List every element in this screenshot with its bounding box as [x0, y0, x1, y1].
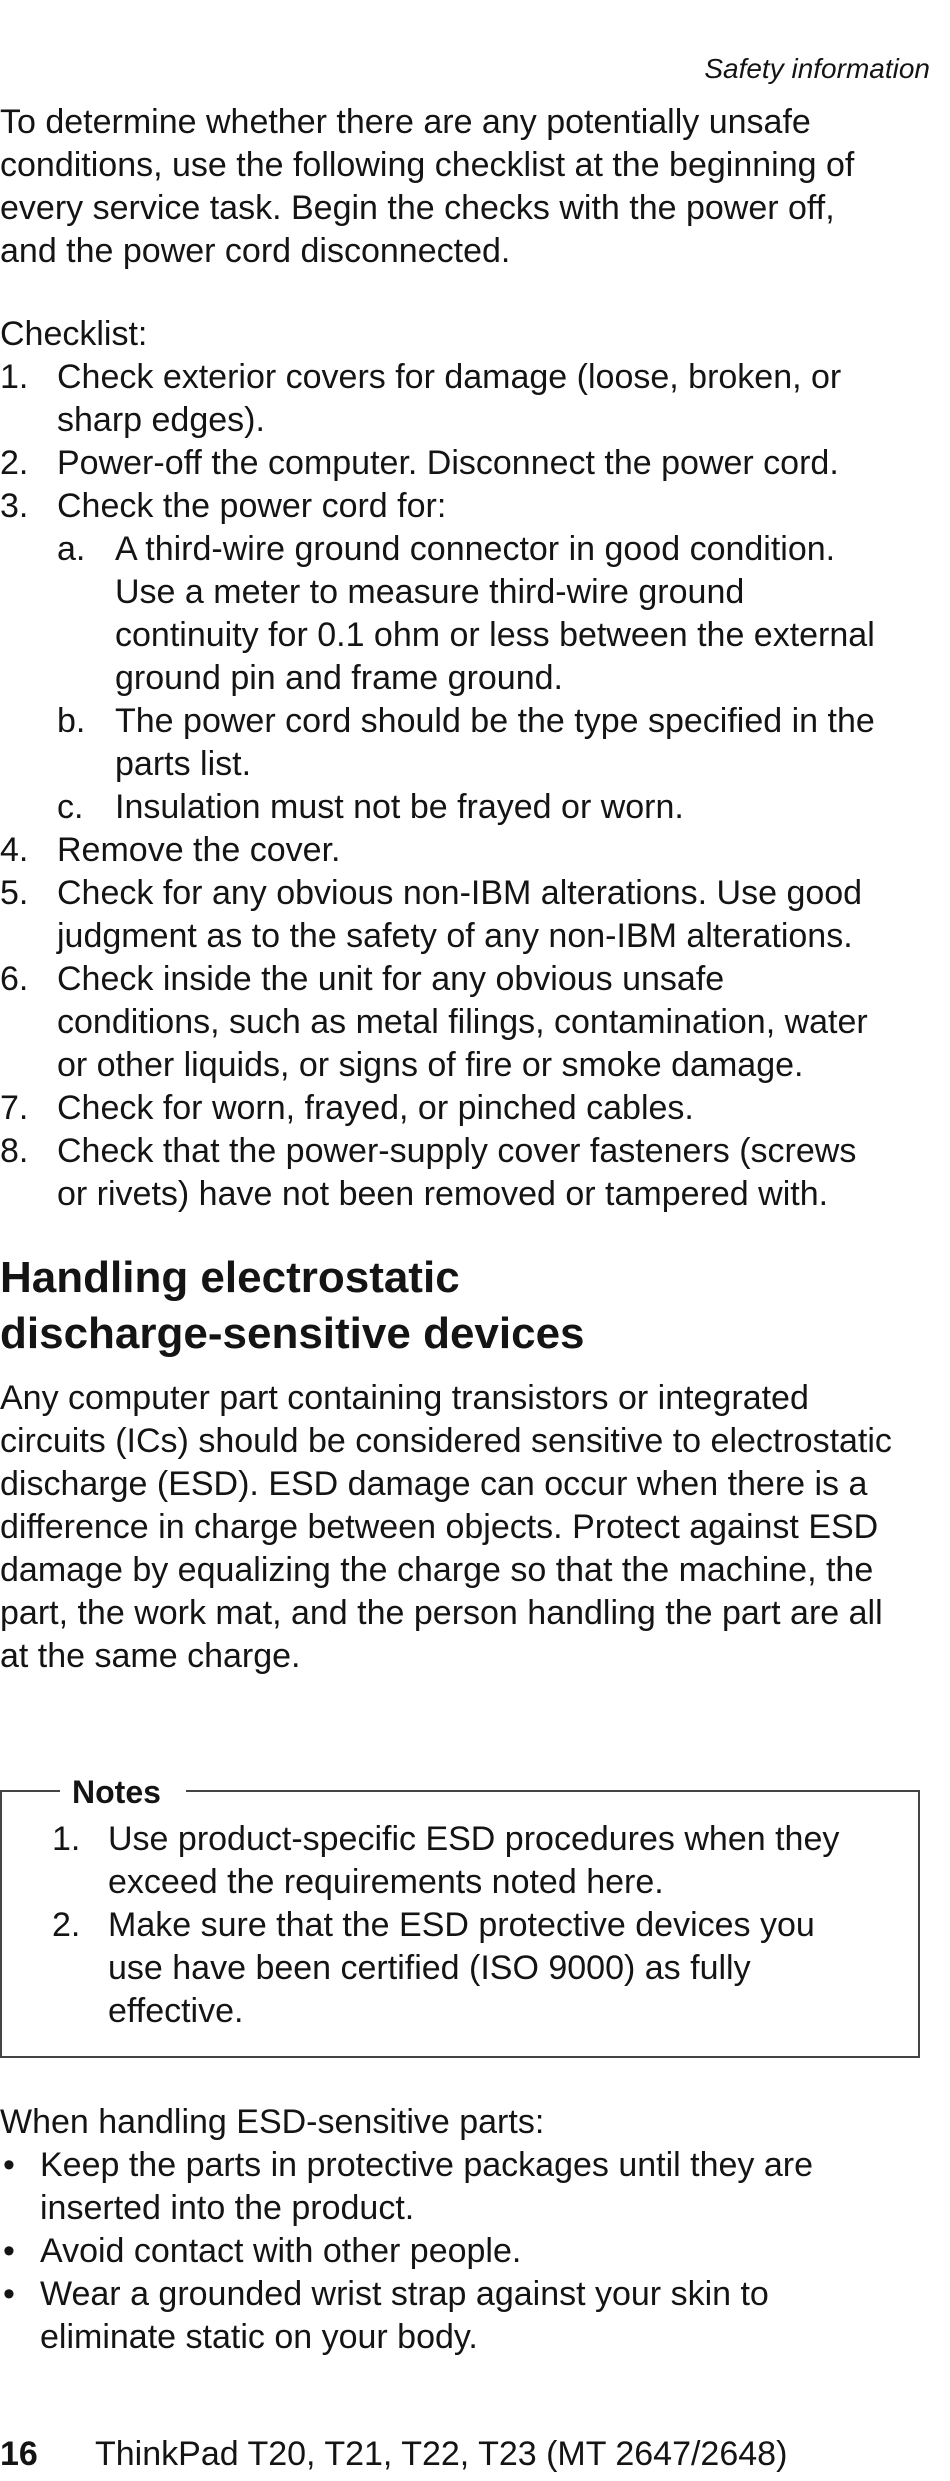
- section-line: difference in charge between objects. Protect against ESD: [0, 1508, 879, 1546]
- bullet-line: eliminate static on your body.: [40, 2318, 478, 2356]
- checklist-item-line: conditions, such as metal filings, contamination, water: [57, 1003, 868, 1041]
- intro-line: To determine whether there are any potentially unsafe: [0, 103, 811, 141]
- note-line: exceed the requirements noted here.: [108, 1863, 664, 1901]
- checklist-item-line: Insulation must not be frayed or worn.: [115, 788, 684, 826]
- checklist-number: 6.: [0, 960, 29, 998]
- footer-title: ThinkPad T20, T21, T22, T23 (MT 2647/2648): [95, 2435, 788, 2473]
- note-number: 2.: [52, 1906, 81, 1944]
- checklist-item-line: judgment as to the safety of any non-IBM alterations.: [57, 917, 853, 955]
- checklist-item-line: A third-wire ground connector in good condition.: [115, 530, 836, 568]
- section-heading: discharge-sensitive devices: [0, 1309, 585, 1358]
- checklist-item-line: Check that the power-supply cover fasteners (screws: [57, 1132, 857, 1170]
- checklist-number: 2.: [0, 444, 29, 482]
- handling-label: When handling ESD-sensitive parts:: [0, 2103, 545, 2141]
- checklist-item-line: parts list.: [115, 745, 252, 783]
- intro-line: conditions, use the following checklist at the beginning of: [0, 146, 855, 184]
- section-heading: Handling electrostatic: [0, 1253, 460, 1302]
- bullet-line: inserted into the product.: [40, 2189, 415, 2227]
- checklist-subletter: c.: [57, 788, 84, 826]
- section-line: discharge (ESD). ESD damage can occur when there is a: [0, 1465, 868, 1503]
- section-line: part, the work mat, and the person handling the part are all: [0, 1594, 883, 1632]
- section-line: damage by equalizing the charge so that the machine, the: [0, 1551, 874, 1589]
- note-line: Use product-specific ESD procedures when they: [108, 1820, 840, 1858]
- checklist-number: 3.: [0, 487, 29, 525]
- note-number: 1.: [52, 1820, 81, 1858]
- section-line: Any computer part containing transistors or integrated: [0, 1379, 809, 1417]
- checklist-subletter: a.: [57, 530, 86, 568]
- checklist-item-line: Power-off the computer. Disconnect the power cord.: [57, 444, 839, 482]
- checklist-item-line: ground pin and frame ground.: [115, 659, 563, 697]
- note-line: use have been certified (ISO 9000) as fully: [108, 1949, 751, 1987]
- bullet-line: Wear a grounded wrist strap against your skin to: [40, 2275, 769, 2313]
- notes-title: Notes: [72, 1774, 161, 1810]
- checklist-item-line: Check for worn, frayed, or pinched cables.: [57, 1089, 694, 1127]
- checklist-item-line: Use a meter to measure third-wire ground: [115, 573, 745, 611]
- checklist-item-line: Check inside the unit for any obvious unsafe: [57, 960, 725, 998]
- intro-line: and the power cord disconnected.: [0, 232, 511, 270]
- checklist-item-line: Remove the cover.: [57, 831, 341, 869]
- checklist-number: 5.: [0, 874, 29, 912]
- checklist-item-line: sharp edges).: [57, 401, 265, 439]
- bullet-icon: •: [3, 2232, 15, 2270]
- notes-top-rule: [0, 1790, 60, 1792]
- intro-line: every service task. Begin the checks with the power off,: [0, 189, 835, 227]
- note-line: effective.: [108, 1992, 244, 2030]
- checklist-item-line: Check exterior covers for damage (loose, broken, or: [57, 358, 842, 396]
- bullet-line: Keep the parts in protective packages until they are: [40, 2146, 814, 2184]
- checklist-item-line: or rivets) have not been removed or tampered with.: [57, 1175, 829, 1213]
- checklist-number: 8.: [0, 1132, 29, 1170]
- checklist-number: 1.: [0, 358, 29, 396]
- bullet-icon: •: [3, 2146, 15, 2184]
- checklist-subletter: b.: [57, 702, 86, 740]
- note-line: Make sure that the ESD protective devices you: [108, 1906, 815, 1944]
- checklist-number: 4.: [0, 831, 29, 869]
- checklist-item-line: Check for any obvious non-IBM alterations. Use good: [57, 874, 863, 912]
- checklist-item-line: The power cord should be the type specified in the: [115, 702, 875, 740]
- section-line: at the same charge.: [0, 1637, 301, 1675]
- bullet-icon: •: [3, 2275, 15, 2313]
- checklist-item-line: or other liquids, or signs of fire or smoke damage.: [57, 1046, 804, 1084]
- checklist-label: Checklist:: [0, 315, 148, 353]
- running-header: Safety information: [704, 53, 930, 84]
- checklist-item-line: continuity for 0.1 ohm or less between the external: [115, 616, 875, 654]
- checklist-number: 7.: [0, 1089, 29, 1127]
- bullet-line: Avoid contact with other people.: [40, 2232, 522, 2270]
- checklist-item-line: Check the power cord for:: [57, 487, 447, 525]
- notes-top-rule: [186, 1790, 920, 1792]
- section-line: circuits (ICs) should be considered sensitive to electrostatic: [0, 1422, 892, 1460]
- page-number: 16: [0, 2435, 38, 2473]
